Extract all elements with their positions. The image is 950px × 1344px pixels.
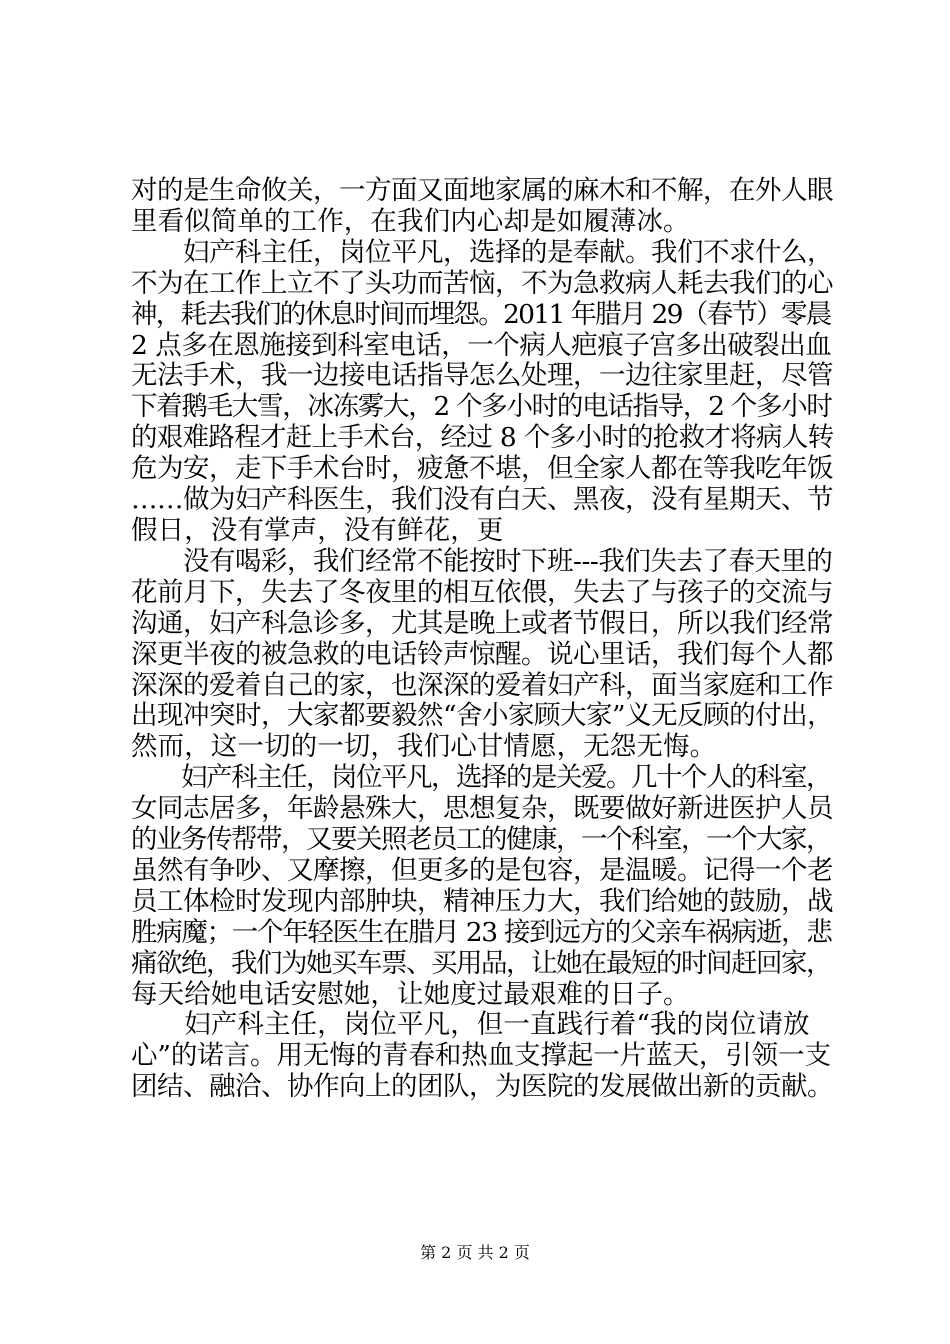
- text-line: 妇产科主任，岗位平凡，但一直践行着“我的岗位请放: [131, 1009, 810, 1041]
- text-line: 出现冲突时，大家都要毅然“舍小家顾大家”义无反顾的付出，: [131, 700, 834, 732]
- text-line: 危为安，走下手术台时，疲惫不堪，但全家人都在等我吃年饭: [131, 453, 833, 485]
- text-line: 妇产科主任，岗位平凡，选择的是奉献。我们不求什么，: [131, 236, 833, 268]
- text-line: 无法手术，我一边接电话指导怎么处理，一边往家里赶，尽管: [131, 360, 833, 392]
- text-line: 虽然有争吵、又摩擦，但更多的是包容，是温暖。记得一个老: [131, 854, 833, 886]
- text-line: 女同志居多，年龄悬殊大，思想复杂，既要做好新进医护人员: [131, 793, 833, 825]
- text-line: 花前月下，失去了冬夜里的相互依偎，失去了与孩子的交流与: [131, 576, 833, 608]
- text-line: 对的是生命攸关，一方面又面地家属的麻木和不解，在外人眼: [131, 175, 833, 206]
- text-line: 里看似简单的工作，在我们内心却是如履薄冰。: [131, 205, 690, 237]
- text-line: 深更半夜的被急救的电话铃声惊醒。说心里话，我们每个人都: [131, 638, 833, 670]
- text-line: 2 点多在恩施接到科室电话，一个病人疤痕子宫多出破裂出血: [131, 329, 832, 361]
- page-footer: [0, 1243, 950, 1263]
- text-line: 胜病魔；一个年轻医生在腊月 23 接到远方的父亲车祸病逝，悲: [131, 916, 832, 948]
- text-line: 痛欲绝，我们为她买车票、买用品，让她在最短的时间赶回家，: [131, 947, 831, 979]
- text-line: 深深的爱着自己的家，也深深的爱着妇产科，面当家庭和工作: [131, 669, 833, 701]
- text-line: 妇产科主任，岗位平凡，选择的是关爱。几十个人的科室，: [131, 762, 831, 794]
- text-line: 神，耗去我们的休息时间而埋怨。2011 年腊月 29（春节）零晨: [131, 298, 831, 330]
- text-line: 团结、融洽、协作向上的团队，为医院的发展做出新的贡献。: [131, 1071, 833, 1103]
- text-line: 的艰难路程才赶上手术台，经过 8 个多小时的抢救才将病人转: [131, 422, 834, 454]
- text-line: 员工体检时发现内部肿块，精神压力大，我们给她的鼓励，战: [131, 885, 833, 917]
- document-body: [131, 176, 834, 1103]
- text-line: 每天给她电话安慰她，让她度过最艰难的日子。: [131, 978, 690, 1010]
- text-line: 假日，没有掌声，没有鲜花，更: [131, 514, 504, 546]
- text-line: 不为在工作上立不了头功而苦恼，不为急救病人耗去我们的心: [131, 267, 833, 299]
- page-number-label: 第 2 页 共 2 页: [420, 1243, 530, 1262]
- text-line: 没有喝彩，我们经常不能按时下班---我们失去了春天里的: [131, 545, 833, 577]
- text-line: 沟通，妇产科急诊多，尤其是晚上或者节假日，所以我们经常: [131, 607, 833, 639]
- text-line: 的业务传帮带，又要关照老员工的健康，一个科室，一个大家，: [131, 824, 831, 856]
- text-line: 下着鹅毛大雪，冰冻雾大，2 个多小时的电话指导，2 个多小时: [131, 391, 832, 423]
- text-line: ……做为妇产科医生，我们没有白天、黑夜，没有星期天、节: [131, 484, 833, 516]
- text-line: 心”的诺言。用无悔的青春和热血支撑起一片蓝天，引领一支: [131, 1040, 831, 1072]
- text-line: 然而，这一切的一切，我们心甘情愿，无怨无悔。: [131, 731, 717, 763]
